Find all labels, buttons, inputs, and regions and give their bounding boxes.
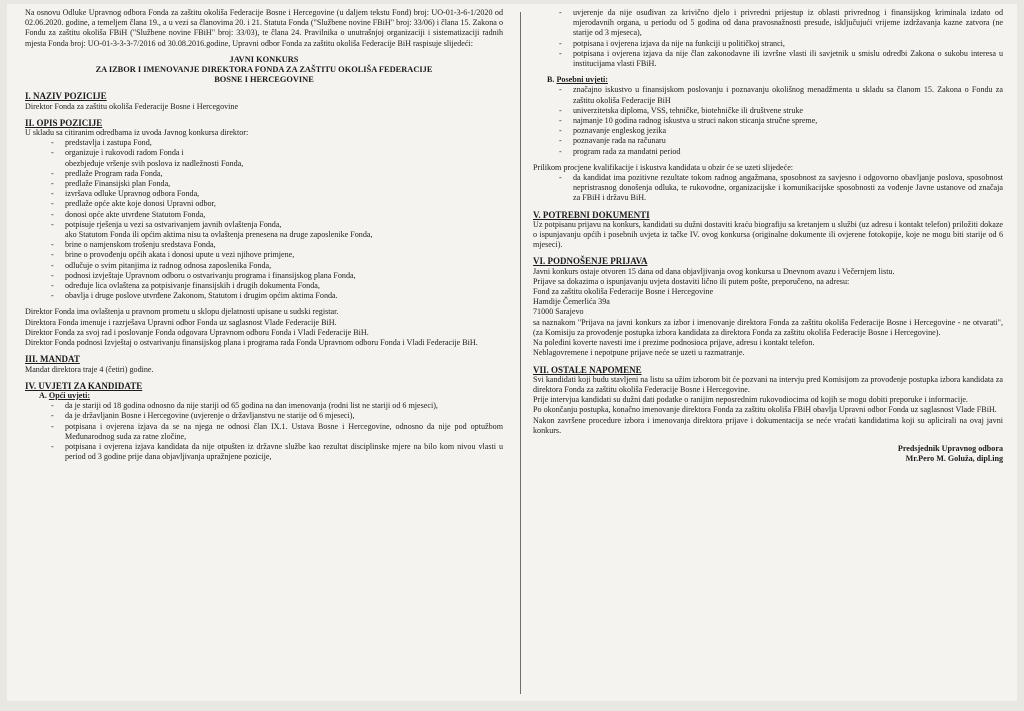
subsection-label: A.: [39, 390, 47, 400]
list-item: - predlaže Program rada Fonda,: [51, 169, 503, 179]
column-divider: [520, 12, 521, 694]
title-line: JAVNI KONKURS: [229, 54, 299, 64]
section-text: Prije intervjua kandidati su dužni dati podatke o ranijim neposrednim rukovodiocima od kojih se mogu dobiti preporuke i informacije.: [533, 395, 968, 405]
list-item: - donosi opće akte utvrđene Statutom Fonda,: [51, 210, 503, 220]
section-text: Mandat direktora traje 4 (četiri) godine.: [25, 364, 154, 374]
right-column: [533, 8, 1003, 464]
document-page: [7, 4, 1017, 701]
section-text: Uz potpisanu prijavu na konkurs, kandidati su dužni dostaviti kraću biografiju sa kretanjem u službi (uz adresu i kontakt telefon) priložiti dokaze o ispunjavanju općih i posebnih uvjeta iz tačke IV. ovog konkursa (originalne dokumente ili ovjerene fotokopije, koje ne mogu biti starije od 6 mjeseci).: [533, 219, 1003, 250]
list-item: - potpisana i ovjerena izjava kandidata da nije otpušten iz državne službe kao rezultat disciplinske mjere na bilo kom nivou vlasti u period od 3 godine prije dana objavljivanja upražnjene pozicije,: [51, 442, 503, 462]
section-text: Direktor Fonda podnosi Izvještaj o ostvarivanju finansijskog plana i programa rada Fonda Upravnom odboru Fonda i Vladi Federacije BiH.: [25, 338, 478, 348]
list-item: - podnosi izvještaje Upravnom odboru o ostvarivanju programa i finansijskog plana Fonda,: [51, 271, 503, 281]
list-item: - predlaže Finansijski plan Fonda,: [51, 179, 503, 189]
list-item: - uvjerenje da nije osuđivan za krivično djelo i privredni prijestup iz oblasti privrednog i finansijskog kriminala izdato od mjerodavnih organa, u periodu od 5 godina od dana pravosnažnosti presude, isključujući vrijeme izdržavanja kazne zatvora (ne starije od 3 mjeseca),: [559, 8, 1003, 39]
list-item: - brine o provođenju općih akata i donosi upute u vezi njihove primjene,: [51, 250, 503, 260]
address-line: 71000 Sarajevo: [533, 307, 584, 317]
signatory-name: Mr.Pero M. Goluža, dipl.ing: [905, 454, 1003, 464]
section-text: Nakon završene procedure izbora i imenovanja direktora prijave i dokumentacija se neće vraćati kandidatima koji su aplicirali na ovaj javni konkurs.: [533, 415, 1003, 435]
section-text: Direktor Fonda ima ovlaštenja u pravnom prometu u sklopu djelatnosti upisane u sudski registar.: [25, 307, 339, 317]
title-line: ZA IZBOR I IMENOVANJE DIREKTORA FONDA ZA ZAŠTITU OKOLIŠA FEDERACIJE: [95, 65, 433, 75]
section-text: Na poleđini koverte navesti ime i prezime podnosioca prijave, adresu i kontakt telefon.: [533, 338, 815, 348]
list-item: - izvršava odluke Upravnog odbora Fonda,: [51, 189, 503, 199]
section-text: Prilikom procjene kvalifikacije i iskustva kandidata u obzir će se uzeti slijedeće:: [533, 162, 794, 172]
list-item: - predstavlja i zastupa Fond,: [51, 138, 503, 148]
section-heading: III. MANDAT: [25, 354, 80, 365]
subsection-label: B.: [547, 75, 555, 85]
section-heading: VII. OSTALE NAPOMENE: [533, 364, 642, 375]
list-item: - brine o namjenskom trošenju sredstava Fonda,: [51, 240, 503, 250]
signatory-role: Predsjednik Upravnog odbora: [897, 443, 1003, 453]
duties-list: [25, 138, 503, 301]
section-text: Direktor Fonda za zaštitu okoliša Federacije Bosne i Hercegovine: [25, 101, 239, 111]
left-column: [25, 8, 503, 462]
section-text: Direktor Fonda za svoj rad i poslovanje Fonda odgovara Upravnom odboru Fonda i Vladi Federacije BiH.: [25, 327, 369, 337]
section-text: Po okončanju postupka, konačno imenovanje direktora Fonda za zaštitu okoliša FBiH obavlja Upravni odbor Fonda uz saglasnost Vlade FBiH.: [533, 405, 997, 415]
document-title: [25, 55, 503, 86]
section-text: Svi kandidati koji budu stavljeni na listu sa užim izborom bit će pozvani na intervju pred Komisijom za provođenje postupka izbora kandidata za direktora Fonda za zaštitu okoliša Federacije Bosne i Hercegovine.: [533, 374, 1003, 394]
list-item: ako Statutom Fonda ili općim aktima nisu ta ovlaštenja prenesena na druge zaposlenike Fonda,: [65, 230, 373, 240]
list-item: - predlaže opće akte koje donosi Upravni odbor,: [51, 199, 503, 209]
list-item: - univerzitetska diploma, VSS, tehničke, biotehničke ili društvene struke: [559, 106, 1003, 116]
subsection-heading: [547, 75, 1003, 85]
subsection-title: Opći uvjeti:: [48, 390, 91, 400]
section-heading: I. NAZIV POZICIJE: [25, 91, 107, 102]
section-text: U skladu sa citiranim odredbama iz uvoda Javnog konkursa direktor:: [25, 128, 249, 138]
list-item: - program rada za mandatni period: [559, 147, 1003, 157]
section-heading: II. OPIS POZICIJE: [25, 117, 103, 128]
subsection-heading: [39, 391, 503, 401]
general-conditions-list: [25, 401, 503, 462]
special-conditions-list: [533, 85, 1003, 156]
list-item: - odlučuje o svim pitanjima iz radnog odnosa zaposlenika Fonda,: [51, 261, 503, 271]
address-line: Fond za zaštitu okoliša Federacije Bosne i Hercegovine: [533, 287, 714, 297]
list-item: - obavlja i druge poslove utvrđene Zakonom, Statutom i drugim općim aktima Fonda.: [51, 291, 503, 301]
list-item: - potpisana i ovjerena izjava da nije na funkciji u političkoj stranci,: [559, 39, 1003, 49]
section-heading: IV. UVJETI ZA KANDIDATE: [25, 380, 143, 391]
list-item: - da kandidat ima pozitivne rezultate tokom radnog angažmana, sposobnost za savjesno i odgovorno obavljanje poslova, sposobnost nepristrasnog donošenja odluka, te rukovodne, organizacijske i komunikacijske sposobnosti za vođenje Javne ustanove od značaja za FBiH i državu BiH.: [559, 173, 1003, 204]
section-text: sa naznakom "Prijava na javni konkurs za izbor i imenovanje direktora Fonda za zaštitu okoliša Federacije Bosne i Hercegovine - ne otvarati", (za Komisiju za provođenje postupka izbora kandidata za direktora Fonda za zaštitu okoliša Federacije Bosne i Hercegovine).: [533, 317, 1003, 337]
list-item: - najmanje 10 godina radnog iskustva u struci nakon sticanja stručne spreme,: [559, 116, 1003, 126]
subsection-title: Posebni uvjeti:: [556, 75, 608, 85]
signature-block: [533, 444, 1003, 464]
evaluation-list: [533, 173, 1003, 204]
address-line: Hamdije Čemerlića 39a: [533, 297, 610, 307]
intro-paragraph: Na osnovu Odluke Upravnog odbora Fonda za zaštitu okoliša Federacije Bosne i Hercegovine (u daljem tekstu Fond) broj: UO-01-3-6-1/2020 od 02.06.2020. godine, a temeljem člana 19., a u vezi sa članovima 20. i 21. Statuta Fonda ("Službene novine FBiH" broj: 33/06) i člana 15. Zakona o Fondu za zaštitu okoliša FBiH ("Službene novine FBiH" broj: 33/03), te člana 24. Pravilnika o unutrašnjoj organizaciji i sistematizaciji radnih mjesta Fonda broj: UO-01-3-3-3-7/2016 od 30.08.2016.godine, Upravni odbor Fonda za zaštitu okoliša Federacije BiH raspisuje slijedeći:: [25, 8, 503, 48]
section-heading: V. POTREBNI DOKUMENTI: [533, 209, 650, 220]
section-heading: VI. PODNOŠENJE PRIJAVA: [533, 256, 648, 267]
list-item: obezbjeđuje vršenje svih poslova iz nadležnosti Fonda,: [65, 158, 244, 168]
list-item: - određuje lica ovlaštena za potpisivanje finansijskih i drugih dokumenta Fonda,: [51, 281, 503, 291]
general-conditions-list-continued: [533, 8, 1003, 69]
list-item: - potpisana i ovjerena izjava da nije član zakonodavne ili izvršne vlasti ili savjetnik u smislu odredbi Zakona o sukobu interesa u institucijama vlasti FBiH.: [559, 49, 1003, 69]
list-item: - da je državljanin Bosne i Hercegovine (uvjerenje o državljanstvu ne starije od 6 mjeseci),: [51, 411, 503, 421]
section-text: Prijave sa dokazima o ispunjavanju uvjeta dostaviti lično ili putem pošte, preporučeno, na adresu:: [533, 276, 850, 286]
section-text: Javni konkurs ostaje otvoren 15 dana od dana objavljivanja ovog konkursa u Dnevnom avazu i Večernjem listu.: [533, 266, 895, 276]
list-item: - značajno iskustvo u finansijskom poslovanju i poznavanju okolišnog menadžmenta u skladu sa članom 15. Zakona o Fondu za zaštitu okoliša Federacije BiH: [559, 85, 1003, 105]
list-item: - da je stariji od 18 godina odnosno da nije stariji od 65 godina na dan imenovanja (rodni list ne stariji od 6 mjeseci),: [51, 401, 503, 411]
section-text: Neblagovremene i nepotpune prijave neće se uzeti u razmatranje.: [533, 348, 745, 358]
title-line: BOSNE I HERCEGOVINE: [214, 75, 314, 85]
list-item: - poznavanje rada na računaru: [559, 136, 1003, 146]
list-item: - organizuje i rukovodi radom Fonda i: [51, 148, 503, 158]
list-item: - potpisuje rješenja u vezi sa ostvarivanjem javnih ovlaštenja Fonda,: [51, 220, 503, 230]
section-text: Direktora Fonda imenuje i razrješava Upravni odbor Fonda uz saglasnost Vlade Federacije BiH.: [25, 317, 337, 327]
list-item: - poznavanje engleskog jezika: [559, 126, 1003, 136]
list-item: - potpisana i ovjerena izjava da se na njega ne odnosi član IX.1. Ustava Bosne i Hercegovine, odnosno da nije pod optužbom Međunarodnog suda za ratne zločine,: [51, 422, 503, 442]
